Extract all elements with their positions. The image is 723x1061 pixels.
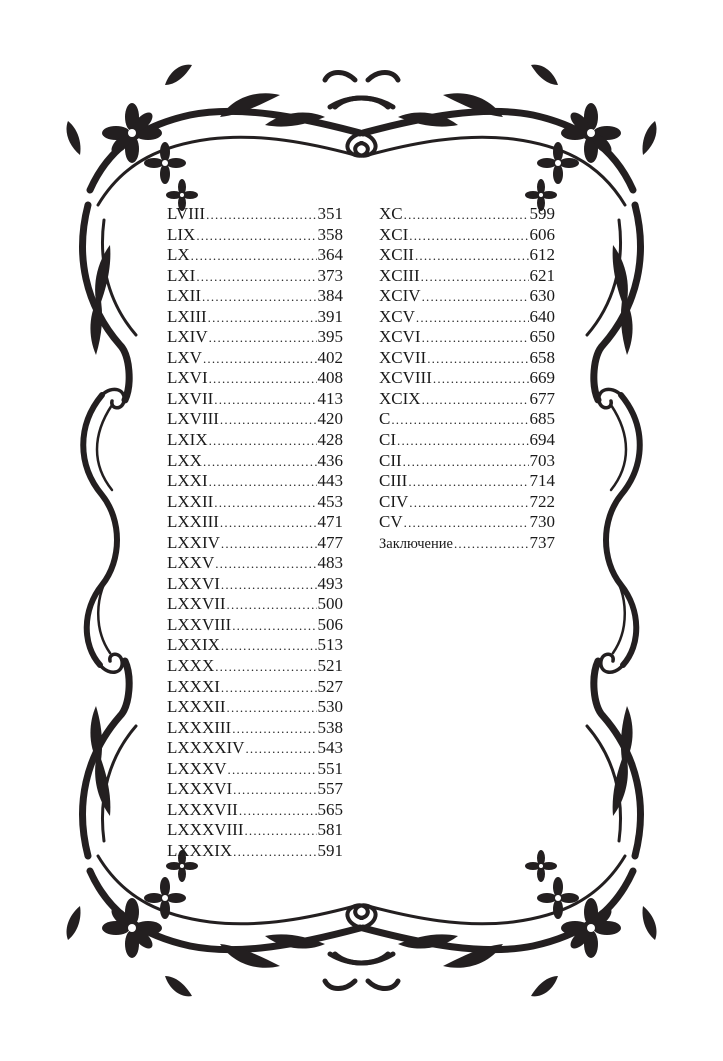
page-number: 500	[317, 594, 343, 614]
dot-leader	[397, 431, 529, 452]
toc-entry	[167, 718, 343, 739]
page-number: 557	[317, 779, 343, 799]
page-number: 714	[529, 471, 555, 491]
page-number: 436	[317, 450, 343, 470]
toc-entry	[167, 656, 343, 677]
page-number: 606	[529, 224, 555, 244]
toc-entry	[167, 492, 343, 513]
chapter-label: XCV	[379, 306, 415, 326]
toc-entry	[379, 492, 555, 513]
page-number: 358	[317, 224, 343, 244]
chapter-label: XCII	[379, 245, 414, 265]
dot-leader	[191, 246, 317, 267]
dot-leader	[233, 842, 316, 863]
chapter-label: XC	[379, 204, 403, 223]
toc-entry	[167, 677, 343, 698]
toc-entry	[167, 779, 343, 800]
chapter-label: LXXX	[167, 656, 215, 676]
page-number: 551	[317, 758, 343, 778]
page-number: 527	[317, 676, 343, 696]
toc-entry	[167, 307, 343, 328]
page-number: 477	[317, 532, 343, 552]
toc-entry	[167, 389, 343, 410]
dot-leader	[422, 328, 529, 349]
page-number: 364	[317, 245, 343, 265]
toc-entry	[167, 635, 343, 656]
toc-entry	[167, 430, 343, 451]
chapter-label: LXXXII	[167, 697, 226, 717]
chapter-label: LXIX	[167, 430, 208, 450]
dot-leader	[244, 821, 316, 842]
toc-entry	[167, 451, 343, 472]
dot-leader	[408, 472, 528, 493]
top-center-curl	[325, 73, 398, 81]
dot-leader	[209, 369, 317, 390]
chapter-label: XCVII	[379, 347, 427, 367]
page-number: 513	[317, 635, 343, 655]
page-number: 677	[529, 388, 555, 408]
page-number: 443	[317, 471, 343, 491]
page-number: 506	[317, 614, 343, 634]
page-number: 413	[317, 388, 343, 408]
chapter-label: LXIV	[167, 327, 208, 347]
dot-leader	[206, 205, 316, 226]
toc-entry	[167, 800, 343, 821]
scroll-flourish-left	[83, 389, 124, 672]
toc-entry	[167, 225, 343, 246]
chapter-label: LXXII	[167, 491, 214, 511]
toc-entry	[167, 697, 343, 718]
page-number: 530	[317, 697, 343, 717]
dot-leader	[227, 595, 317, 616]
dot-leader	[221, 534, 317, 555]
page-number: 722	[529, 491, 555, 511]
dot-leader	[215, 657, 316, 678]
page-number: 565	[317, 799, 343, 819]
toc-entry	[167, 574, 343, 595]
page-number: 612	[529, 245, 555, 265]
chapter-label: LXXVII	[167, 594, 226, 614]
toc-entry	[167, 327, 343, 348]
dot-leader	[233, 780, 316, 801]
chapter-label: XCVI	[379, 327, 421, 347]
toc-entry	[379, 368, 555, 389]
toc-entry	[379, 327, 555, 348]
chapter-label: LXXXVI	[167, 779, 233, 799]
page-number: 521	[317, 656, 343, 676]
toc-entry	[167, 533, 343, 554]
dot-leader	[209, 431, 317, 452]
chapter-label: CI	[379, 430, 396, 450]
chapter-label: LXVIII	[167, 409, 219, 429]
toc-entry	[167, 841, 343, 862]
chapter-label: LXXIV	[167, 532, 220, 552]
toc-entry	[379, 266, 555, 287]
dot-leader	[220, 410, 317, 431]
chapter-label: LXXIII	[167, 512, 219, 532]
page-number: 630	[529, 286, 555, 306]
chapter-label: XCI	[379, 224, 409, 244]
page-number: 391	[317, 306, 343, 326]
chapter-label: LXXVI	[167, 573, 220, 593]
page-number: 599	[529, 204, 555, 223]
chapter-label: C	[379, 409, 391, 429]
chapter-label: LXII	[167, 286, 201, 306]
dot-leader	[245, 739, 316, 760]
page-number: 483	[317, 553, 343, 573]
dot-leader	[239, 801, 317, 822]
page-number: 351	[317, 204, 343, 223]
page-number: 373	[317, 265, 343, 285]
dot-leader	[221, 575, 317, 596]
chapter-label: LXX	[167, 450, 202, 470]
chapter-label: LXXXIX	[167, 840, 233, 860]
page-number: 395	[317, 327, 343, 347]
dot-leader	[228, 760, 317, 781]
toc-entry	[167, 204, 343, 225]
bottom-center-curl	[325, 981, 398, 989]
chapter-label: XCIX	[379, 388, 421, 408]
dot-leader	[422, 390, 529, 411]
dot-leader	[422, 287, 529, 308]
chapter-label: LXXXXIV	[167, 738, 245, 758]
toc-entry	[379, 245, 555, 266]
chapter-label: LXIII	[167, 306, 207, 326]
toc-entry	[379, 389, 555, 410]
dot-leader	[209, 328, 317, 349]
toc-entry	[167, 286, 343, 307]
page-number: 428	[317, 430, 343, 450]
chapter-label: XCIV	[379, 286, 421, 306]
toc-entry	[167, 615, 343, 636]
page-number: 471	[317, 512, 343, 532]
toc-entry	[167, 553, 343, 574]
page-number: 581	[317, 820, 343, 840]
dot-leader	[227, 698, 317, 719]
chapter-label: LXVI	[167, 368, 208, 388]
toc-entry	[379, 471, 555, 492]
toc-entry	[379, 307, 555, 328]
toc-entry	[379, 409, 555, 430]
toc-entry	[167, 348, 343, 369]
chapter-label: LIX	[167, 224, 196, 244]
chapter-label: LXVII	[167, 388, 214, 408]
toc-entry	[379, 430, 555, 451]
dot-leader	[214, 493, 316, 514]
dot-leader	[208, 308, 317, 329]
toc-entry	[167, 820, 343, 841]
toc-entry	[379, 286, 555, 307]
dot-leader	[427, 349, 528, 370]
dot-leader	[421, 267, 529, 288]
dot-leader	[416, 308, 529, 329]
chapter-label: LXXXI	[167, 676, 220, 696]
chapter-label: XCIII	[379, 265, 420, 285]
chapter-label: LXI	[167, 265, 196, 285]
chapter-label: LXXXV	[167, 758, 227, 778]
dot-leader	[391, 410, 528, 431]
dot-leader	[209, 472, 317, 493]
toc-entry	[167, 409, 343, 430]
dot-leader	[409, 226, 528, 247]
toc-entry	[379, 512, 555, 533]
chapter-label: Заключение	[379, 535, 453, 552]
scroll-flourish-right	[599, 389, 640, 672]
chapter-label: LXXXVIII	[167, 820, 244, 840]
toc-entry	[167, 512, 343, 533]
page-number: 538	[317, 717, 343, 737]
chapter-label: LXV	[167, 347, 202, 367]
toc-entry	[167, 471, 343, 492]
dot-leader	[214, 390, 316, 411]
toc-entry	[167, 245, 343, 266]
toc-entry	[379, 348, 555, 369]
dot-leader	[221, 678, 317, 699]
floral-corner-bottom-right	[335, 661, 657, 996]
toc-entry	[379, 451, 555, 472]
toc-entry	[379, 533, 555, 554]
page-number: 640	[529, 306, 555, 326]
toc-entry	[167, 368, 343, 389]
chapter-label: CII	[379, 450, 402, 470]
dot-leader	[203, 452, 317, 473]
page-number: 694	[529, 430, 555, 450]
toc-entry	[379, 225, 555, 246]
toc-entry	[167, 594, 343, 615]
page-number: 453	[317, 491, 343, 511]
toc-column-left	[167, 204, 343, 862]
dot-leader	[415, 246, 529, 267]
toc-entry	[167, 738, 343, 759]
dot-leader	[232, 616, 316, 637]
page-number: 650	[529, 327, 555, 347]
page-number: 493	[317, 573, 343, 593]
dot-leader	[404, 205, 529, 226]
dot-leader	[196, 226, 316, 247]
page-number: 703	[529, 450, 555, 470]
page-number: 621	[529, 265, 555, 285]
page-number: 730	[529, 512, 555, 532]
page-number: 591	[317, 840, 343, 860]
chapter-label: CIII	[379, 471, 408, 491]
chapter-label: LXXVIII	[167, 614, 232, 634]
dot-leader	[433, 369, 529, 390]
dot-leader	[196, 267, 316, 288]
toc-entry	[379, 204, 555, 225]
dot-leader	[215, 554, 316, 575]
toc-column-right	[379, 204, 555, 553]
chapter-label: XCVIII	[379, 368, 432, 388]
chapter-label: LX	[167, 245, 190, 265]
toc-entry	[167, 266, 343, 287]
dot-leader	[220, 513, 317, 534]
dot-leader	[409, 493, 528, 514]
chapter-label: LXXV	[167, 553, 215, 573]
dot-leader	[404, 513, 529, 534]
chapter-label: CIV	[379, 491, 409, 511]
dot-leader	[403, 452, 529, 473]
toc-entry	[167, 759, 343, 780]
dot-leader	[454, 534, 529, 555]
chapter-label: LXXI	[167, 471, 208, 491]
chapter-label: LXXIX	[167, 635, 220, 655]
page-number: 384	[317, 286, 343, 306]
page-number: 402	[317, 347, 343, 367]
chapter-label: LVIII	[167, 204, 206, 223]
chapter-label: LXXXVII	[167, 799, 238, 819]
dot-leader	[232, 719, 316, 740]
page-number: 408	[317, 368, 343, 388]
dot-leader	[202, 287, 317, 308]
dot-leader	[221, 636, 317, 657]
page-number: 737	[529, 532, 555, 552]
page-number: 543	[317, 738, 343, 758]
chapter-label: LXXXIII	[167, 717, 232, 737]
chapter-label: CV	[379, 512, 403, 532]
page-number: 420	[317, 409, 343, 429]
page-number: 669	[529, 368, 555, 388]
dot-leader	[203, 349, 317, 370]
page-number: 658	[529, 347, 555, 367]
page-number: 685	[529, 409, 555, 429]
